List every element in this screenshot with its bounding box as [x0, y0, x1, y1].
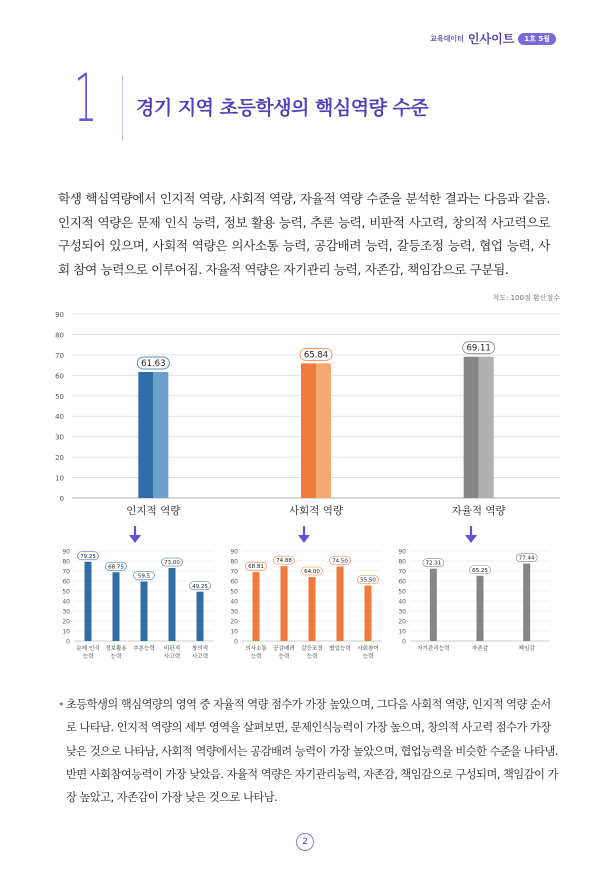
value-label: 74.50	[332, 558, 348, 565]
section-number: 1	[74, 60, 98, 137]
category-label: 능력	[82, 654, 94, 660]
bar-main	[138, 372, 153, 498]
category-label: 사고력	[163, 654, 181, 660]
y-tick-label: 10	[398, 628, 406, 636]
category-label: 능력	[306, 654, 318, 660]
down-arrow-head-icon	[465, 535, 477, 543]
y-tick-label: 60	[55, 372, 64, 381]
category-label: 창의적	[191, 646, 209, 652]
y-tick-label: 80	[398, 558, 406, 566]
y-tick-label: 50	[398, 588, 406, 596]
value-label: 64.00	[304, 569, 320, 575]
bar-sub	[113, 572, 120, 641]
value-label: 73.00	[164, 560, 180, 566]
brand-small-text: 교육데이터	[430, 34, 464, 43]
y-tick-label: 10	[55, 474, 64, 483]
brand-title: 인사이트	[467, 32, 515, 46]
y-tick-label: 30	[62, 608, 70, 616]
category-label: 책임감	[518, 646, 535, 652]
category-label: 협업능력	[329, 646, 351, 652]
value-label: 61.63	[141, 359, 166, 370]
y-tick-label: 90	[398, 548, 406, 556]
y-tick-label: 60	[62, 578, 70, 586]
y-tick-label: 90	[62, 548, 70, 556]
category-label: 인지적 역량	[126, 505, 181, 517]
y-tick-label: 20	[55, 454, 64, 463]
y-tick-label: 50	[230, 588, 238, 596]
y-tick-label: 20	[62, 618, 70, 626]
intro-paragraph: 학생 핵심역량에서 인지적 역량, 사회적 역량, 자율적 역량 수준을 분석한 결과는 다음과 같음. 인지적 역량은 문제 인식 능력, 정보 활용 능력, 추론 능력, 비판적 사고력, 창의적 사고력으로 구성되어 있으며, 사회적 역량은 의사소통 능력, 공감배려 능력, 갈등조정 능력, 협업 능력, 사회 참여 능력으로 이루어짐. 자율적 역량은 자기관리 능력, 자존감, 책임감으로 구분됨.	[58, 191, 550, 277]
value-label: 49.25	[192, 583, 208, 590]
value-label: 65.84	[303, 350, 329, 361]
value-label: 68.81	[248, 564, 264, 571]
category-label: 자존감	[471, 646, 489, 652]
section-divider	[122, 76, 123, 140]
value-label: 69.11	[466, 343, 491, 354]
y-tick-label: 10	[62, 628, 70, 636]
bar-main-highlight	[479, 357, 494, 498]
y-tick-label: 10	[230, 628, 238, 636]
y-tick-label: 0	[59, 495, 64, 503]
y-tick-label: 90	[55, 311, 64, 319]
y-tick-label: 0	[66, 638, 70, 646]
bar-sub	[169, 568, 176, 641]
y-tick-label: 60	[398, 578, 406, 586]
bar-sub	[477, 576, 484, 641]
category-label: 사회참여	[357, 646, 379, 652]
value-label: 77.44	[518, 555, 535, 562]
y-tick-label: 50	[62, 588, 70, 596]
main-bar-chart	[0, 290, 608, 530]
y-tick-label: 70	[55, 351, 64, 360]
bar-sub	[281, 566, 288, 641]
value-label: 68.75	[108, 564, 124, 571]
summary-bullet: 초등학생의 핵심역량의 영역 중 자율적 역량 점수가 가장 높았으며, 그다음 사회적 역량, 인지적 역량 순서로 나타남. 인지적 역량의 세부 영역을 살펴보면, 문제인식능력이 가장 높으며, 창의적 사고력 점수가 가장 낮은 것으로 나타남, 사회적 역량에서는 공감배려 능력이 가장 높았으며, 협업능력을 비슷한 수준을 나타냄. 반면 사회참여능력이 가장 낮았음. 자율적 역량은 자기관리능력, 자존감, 책임감으로 구성되며, 책임감이 가장 높았고, 자존감이 가장 낮은 것으로 나타남.	[66, 698, 558, 805]
bar-sub	[337, 567, 344, 642]
value-label: 74.88	[276, 558, 292, 565]
y-tick-label: 60	[230, 578, 238, 586]
y-tick-label: 80	[55, 331, 64, 340]
category-label: 능력	[110, 654, 122, 660]
autonomous-sub-chart	[390, 545, 558, 675]
section-title: 경기 지역 초등학생의 핵심역량 수준	[136, 97, 429, 119]
value-label: 55.50	[360, 577, 376, 584]
y-tick-label: 40	[55, 413, 64, 422]
category-label: 사고력	[191, 654, 209, 660]
y-tick-label: 30	[55, 433, 64, 442]
y-tick-label: 80	[62, 558, 70, 566]
down-arrow-head-icon	[129, 535, 141, 543]
bar-main-highlight	[316, 363, 331, 498]
bar-sub	[309, 577, 316, 641]
category-label: 공감배려	[273, 646, 295, 652]
y-tick-label: 30	[230, 608, 238, 616]
category-label: 갈등조정	[301, 646, 323, 652]
category-label: 정보활용	[105, 646, 127, 652]
unit-note: 척도: 100점 환산점수	[492, 294, 560, 302]
category-label: 사회적 역량	[288, 505, 344, 517]
page-number: 2	[296, 833, 314, 851]
category-label: 문제 인식	[76, 646, 100, 652]
down-arrow-head-icon	[298, 535, 310, 543]
bar-sub	[197, 592, 204, 641]
y-tick-label: 40	[230, 598, 238, 606]
category-label: 비판적	[163, 646, 181, 652]
y-tick-label: 80	[230, 558, 238, 566]
y-tick-label: 90	[230, 548, 238, 556]
bar-sub	[365, 586, 372, 642]
bar-main	[301, 363, 316, 498]
bar-sub	[141, 582, 148, 642]
y-tick-label: 0	[234, 638, 238, 646]
y-tick-label: 40	[62, 598, 70, 606]
y-tick-label: 70	[62, 568, 70, 576]
issue-badge: 1호 5월	[518, 33, 556, 45]
y-tick-label: 0	[402, 638, 406, 646]
category-label: 추론능력	[133, 646, 155, 652]
y-tick-label: 70	[230, 568, 238, 576]
category-label: 능력	[250, 654, 262, 660]
value-label: 59.5	[137, 573, 151, 580]
category-label: 능력	[362, 654, 374, 660]
category-label: 의사소통	[245, 646, 267, 652]
y-tick-label: 30	[398, 608, 406, 616]
bar-sub	[85, 562, 92, 641]
social-sub-chart	[222, 545, 390, 675]
value-label: 72.31	[425, 560, 442, 567]
value-label: 79.25	[80, 553, 96, 560]
y-tick-label: 20	[230, 618, 238, 626]
brand-header	[430, 30, 556, 47]
bar-main-highlight	[153, 372, 168, 498]
bar-sub	[253, 572, 260, 641]
y-tick-label: 40	[398, 598, 406, 606]
bar-sub	[523, 564, 530, 641]
category-label: 자기관리능력	[417, 646, 450, 652]
cognitive-sub-chart	[54, 545, 222, 675]
y-tick-label: 70	[398, 568, 406, 576]
bullet-icon: •	[58, 698, 65, 711]
category-label: 능력	[278, 654, 290, 660]
bar-sub	[430, 569, 437, 641]
y-tick-label: 20	[398, 618, 406, 626]
value-label: 65.25	[472, 567, 488, 574]
y-tick-label: 50	[55, 392, 64, 401]
bar-main	[464, 357, 479, 498]
category-label: 자율적 역량	[451, 505, 506, 517]
